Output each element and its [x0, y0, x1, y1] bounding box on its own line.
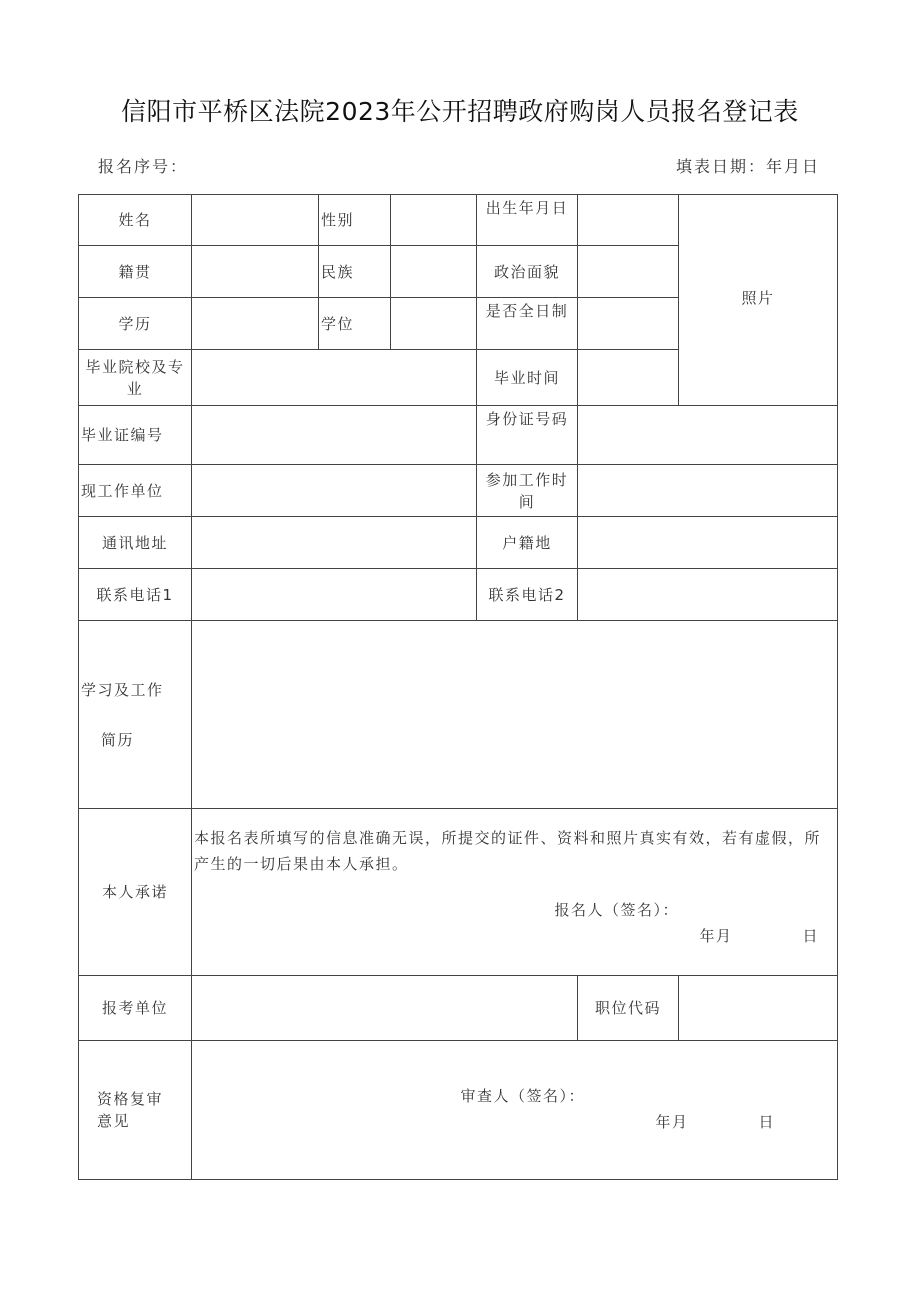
review-date-month: 年月 — [655, 1113, 689, 1131]
applicant-date — [194, 923, 829, 949]
label-id-number: 身份证号码 — [477, 406, 578, 465]
input-apply-unit[interactable] — [192, 976, 578, 1041]
label-resume — [79, 621, 192, 809]
label-review-opinion: 资格复审意见 — [79, 1041, 192, 1180]
label-apply-unit: 报考单位 — [79, 976, 192, 1041]
input-certificate-number[interactable] — [192, 406, 477, 465]
label-current-employer: 现工作单位 — [79, 465, 192, 517]
input-native-place[interactable] — [192, 246, 319, 298]
label-native-place: 籍贯 — [79, 246, 192, 298]
input-name[interactable] — [192, 195, 319, 246]
label-political-status: 政治面貌 — [477, 246, 578, 298]
label-hukou: 户籍地 — [477, 517, 578, 569]
applicant-date-day: 日 — [802, 927, 819, 945]
review-content[interactable] — [192, 1041, 838, 1180]
label-resume-line-2: 简历 — [101, 730, 135, 749]
input-phone-1[interactable] — [192, 569, 477, 621]
input-gender[interactable] — [391, 195, 477, 246]
applicant-signature-label: 报名人（签名）： — [554, 901, 679, 919]
label-position-code: 职位代码 — [578, 976, 679, 1041]
input-degree[interactable] — [391, 298, 477, 350]
review-date — [194, 1109, 835, 1135]
reviewer-signature-label: 审查人（签名）： — [460, 1087, 585, 1105]
input-graduation-time[interactable] — [578, 350, 679, 406]
input-hukou[interactable] — [578, 517, 838, 569]
label-birth-date: 出生年月日 — [477, 195, 578, 246]
pledge-content[interactable] — [192, 809, 838, 976]
page-title: 信阳市平桥区法院2023年公开招聘政府购岗人员报名登记表 — [121, 97, 799, 126]
label-certificate-number: 毕业证编号 — [79, 406, 192, 465]
input-resume[interactable] — [192, 621, 838, 809]
label-resume-line-1: 学习及工作 — [81, 680, 164, 699]
label-name: 姓名 — [79, 195, 192, 246]
label-ethnicity: 民族 — [319, 246, 391, 298]
label-pledge: 本人承诺 — [79, 809, 192, 976]
pledge-text: 本报名表所填写的信息准确无误，所提交的证件、资料和照片真实有效，若有虚假，所产生的一切后果由本人承担。 — [194, 829, 822, 873]
serial-number-label: 报名序号： — [98, 157, 189, 176]
label-school-major: 毕业院校及专业 — [79, 350, 192, 406]
input-current-employer[interactable] — [192, 465, 477, 517]
input-id-number[interactable] — [578, 406, 838, 465]
label-phone-2: 联系电话2 — [477, 569, 578, 621]
review-date-day: 日 — [758, 1113, 775, 1131]
label-address: 通讯地址 — [79, 517, 192, 569]
input-address[interactable] — [192, 517, 477, 569]
input-position-code[interactable] — [679, 976, 838, 1041]
applicant-date-month: 年月 — [699, 927, 733, 945]
fill-date-label: 填表日期：年月日 — [675, 157, 820, 176]
input-education[interactable] — [192, 298, 319, 350]
label-education: 学历 — [79, 298, 192, 350]
input-political-status[interactable] — [578, 246, 679, 298]
label-gender: 性别 — [319, 195, 391, 246]
label-phone-1: 联系电话1 — [79, 569, 192, 621]
input-school-major[interactable] — [192, 350, 477, 406]
input-fulltime[interactable] — [578, 298, 679, 350]
photo-cell[interactable]: 照片 — [679, 195, 838, 406]
registration-form-table — [78, 194, 838, 1180]
label-work-start-time: 参加工作时间 — [477, 465, 578, 517]
input-ethnicity[interactable] — [391, 246, 477, 298]
label-graduation-time: 毕业时间 — [477, 350, 578, 406]
label-fulltime: 是否全日制 — [477, 298, 578, 350]
input-birth-date[interactable] — [578, 195, 679, 246]
input-work-start-time[interactable] — [578, 465, 838, 517]
input-phone-2[interactable] — [578, 569, 838, 621]
label-degree: 学位 — [319, 298, 391, 350]
